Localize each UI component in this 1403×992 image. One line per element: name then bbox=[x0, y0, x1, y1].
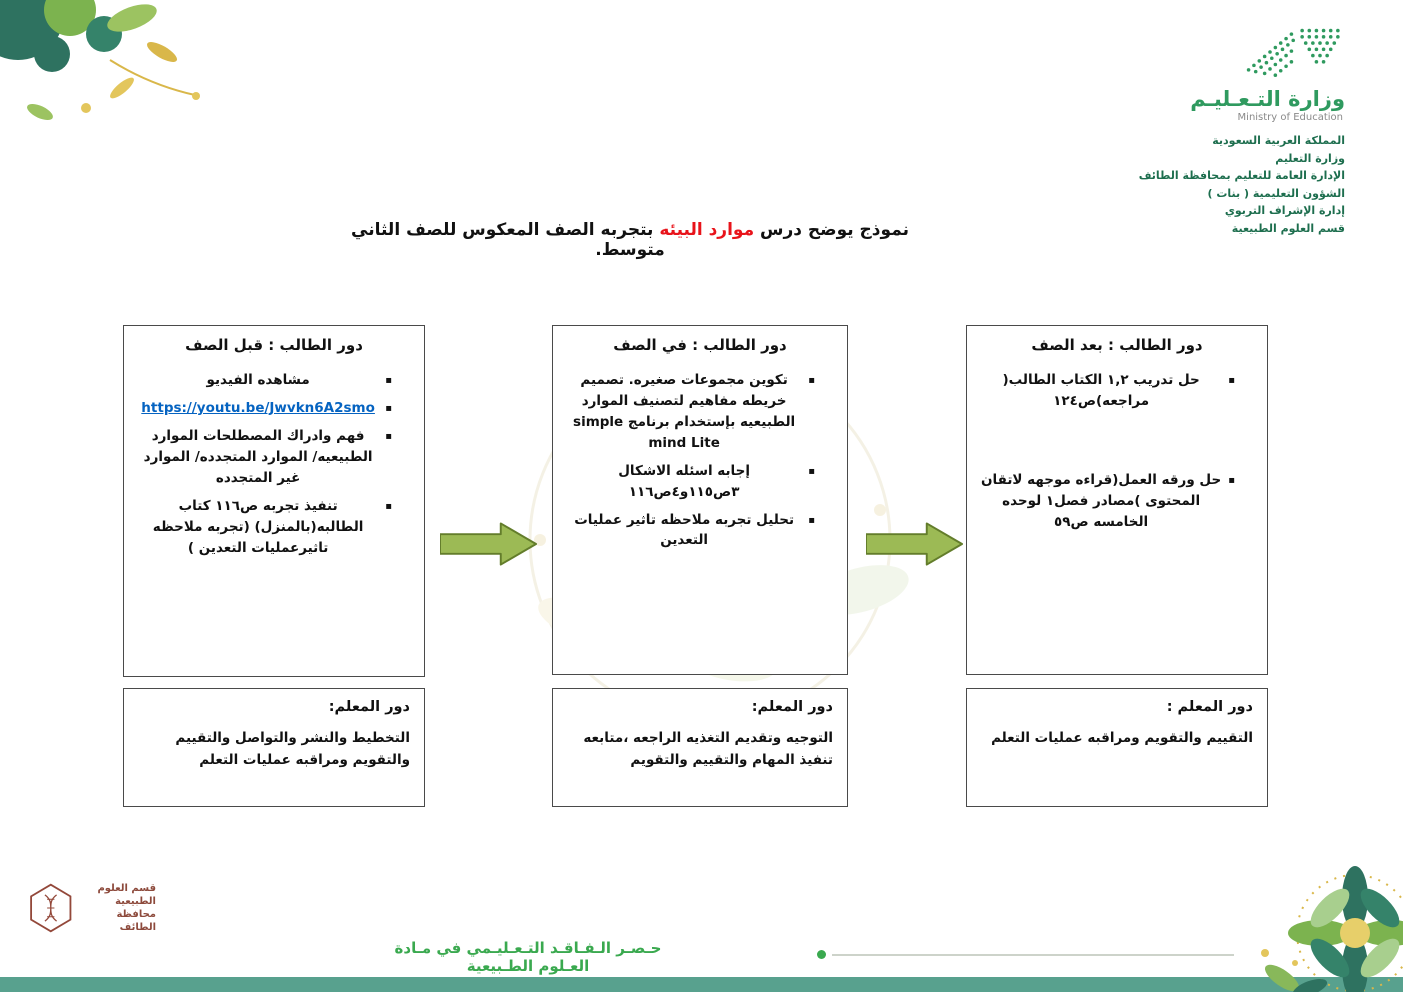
bullet-icon: ▪ bbox=[1228, 474, 1235, 486]
list-item bbox=[975, 470, 1259, 533]
bullet-icon: ▪ bbox=[1228, 375, 1235, 386]
teacher-role-text: التخطيط والنشر والتواصل والتقييم والتقويم ومراقبه عمليات التعلم bbox=[175, 730, 410, 768]
student-in-class-box bbox=[552, 325, 848, 675]
teacher-role-title: دور المعلم : bbox=[1166, 699, 1253, 715]
teacher-role-title: دور المعلم: bbox=[751, 699, 833, 715]
bullet-icon: ▪ bbox=[385, 500, 392, 512]
list-item bbox=[132, 398, 416, 419]
student-after-class-box bbox=[966, 325, 1268, 675]
title-post: بتجربه الصف المعكوس للصف الثاني متوسط. bbox=[351, 220, 665, 260]
stamp-text bbox=[81, 882, 156, 934]
bullet-icon: ▪ bbox=[808, 465, 815, 477]
teacher-role-text: التوجيه وتقديم التغذيه الراجعه ،متابعه تنفيذ المهام والتقييم والتقويم bbox=[583, 730, 833, 768]
bullet-text: إجابه اسئله الاشكال ٣ص١١٥و٤ص١١٦ bbox=[618, 462, 750, 500]
bullet-icon: ▪ bbox=[385, 403, 392, 414]
list-item bbox=[132, 496, 416, 559]
footer-divider-line bbox=[832, 954, 1234, 956]
video-link[interactable]: https://youtu.be/Jwvkn6A2smo bbox=[141, 400, 375, 416]
flow-arrow-right-icon bbox=[866, 521, 964, 567]
bullet-text: حل تدريب ١,٢ الكتاب الطالب( مراجعه)ص١٢٤ bbox=[1002, 372, 1200, 409]
student-before-title: دور الطالب : قبل الصف bbox=[185, 336, 363, 354]
ministry-line-administration: الإدارة العامة للتعليم بمحافظة الطائف bbox=[1138, 169, 1345, 182]
list-item bbox=[561, 370, 839, 454]
bullet-text: تنفيذ تجربه ص١١٦ كتاب الطالبه(بالمنزل) (تجربه ملاحظه تاثيرعمليات التعدين ) bbox=[152, 497, 364, 556]
ministry-header-block bbox=[1035, 24, 1345, 237]
flow-arrow-right-icon bbox=[440, 521, 538, 567]
footer-dot-icon bbox=[817, 950, 826, 959]
title-pre: نموذج يوضح درس bbox=[754, 220, 909, 240]
student-after-title: دور الطالب : بعد الصف bbox=[1031, 336, 1203, 354]
bullet-text: تكوين مجموعات صغيره. تصميم خريطه مفاهيم لتصنيف الموارد الطبيعيه بإستخدام برنامج simple mind Lite bbox=[573, 372, 796, 451]
bullet-icon: ▪ bbox=[385, 375, 392, 386]
ministry-line-country: المملكة العربية السعودية bbox=[1212, 134, 1345, 147]
bullet-text: فهم وادراك المصطلحات الموارد الطبيعيه/ الموارد المتجدده/ الموارد غير المتجدده bbox=[143, 428, 373, 486]
bullet-icon: ▪ bbox=[808, 514, 815, 526]
bullet-text: مشاهده الفيديو bbox=[206, 372, 310, 388]
stamp-line-1: قسم العلوم الطبيعية bbox=[97, 883, 156, 907]
ministry-line-supervision: إدارة الإشراف التربوي bbox=[1224, 204, 1345, 217]
teacher-before-class-box bbox=[123, 688, 425, 807]
page-title bbox=[340, 220, 920, 260]
bullet-text: تحليل تجربه ملاحظه تاثير عمليات التعدين bbox=[574, 511, 795, 549]
bullet-icon: ▪ bbox=[808, 375, 815, 386]
student-in-title: دور الطالب : في الصف bbox=[613, 336, 787, 354]
bullet-text: حل ورقه العمل(قراءه موجهه لاتقان المحتوى )مصادر فصل١ لوحده الخامسه ص٥٩ bbox=[981, 471, 1222, 530]
student-before-class-box bbox=[123, 325, 425, 677]
list-item bbox=[132, 370, 416, 391]
bullet-icon: ▪ bbox=[385, 431, 392, 442]
stamp-line-2: محافظة الطائف bbox=[116, 909, 156, 933]
teacher-in-class-box bbox=[552, 688, 848, 807]
bottom-right-floral-ornament bbox=[1190, 828, 1403, 992]
teacher-after-class-box bbox=[966, 688, 1268, 807]
teacher-role-title: دور المعلم: bbox=[328, 699, 410, 715]
list-item bbox=[975, 370, 1259, 412]
ministry-wordmark: وزارة التـعـليـم bbox=[1190, 87, 1345, 111]
teacher-role-text: التقييم والتقويم ومراقبه عمليات التعلم bbox=[991, 730, 1253, 746]
list-item bbox=[561, 461, 839, 503]
ministry-of-education-logo-icon bbox=[1245, 24, 1345, 80]
top-left-floral-ornament bbox=[0, 0, 230, 150]
title-highlight: موارد البيئه bbox=[653, 220, 755, 240]
ministry-line-department: قسم العلوم الطبيعية bbox=[1231, 221, 1345, 235]
list-item bbox=[561, 510, 839, 552]
ministry-line-ministry: وزارة التعليم bbox=[1275, 151, 1345, 165]
footer-program-title: حـصـر الـفـاقـد التـعـليـمي في مـادة العـلوم الطـبيعية bbox=[394, 939, 662, 975]
ministry-wordmark-english: Ministry of Education bbox=[1237, 112, 1343, 123]
ministry-line-affairs: الشؤون التعليمية ( بنات ) bbox=[1207, 186, 1345, 200]
science-department-stamp bbox=[26, 858, 156, 958]
hexagon-dna-icon bbox=[26, 862, 77, 954]
list-item bbox=[132, 426, 416, 489]
